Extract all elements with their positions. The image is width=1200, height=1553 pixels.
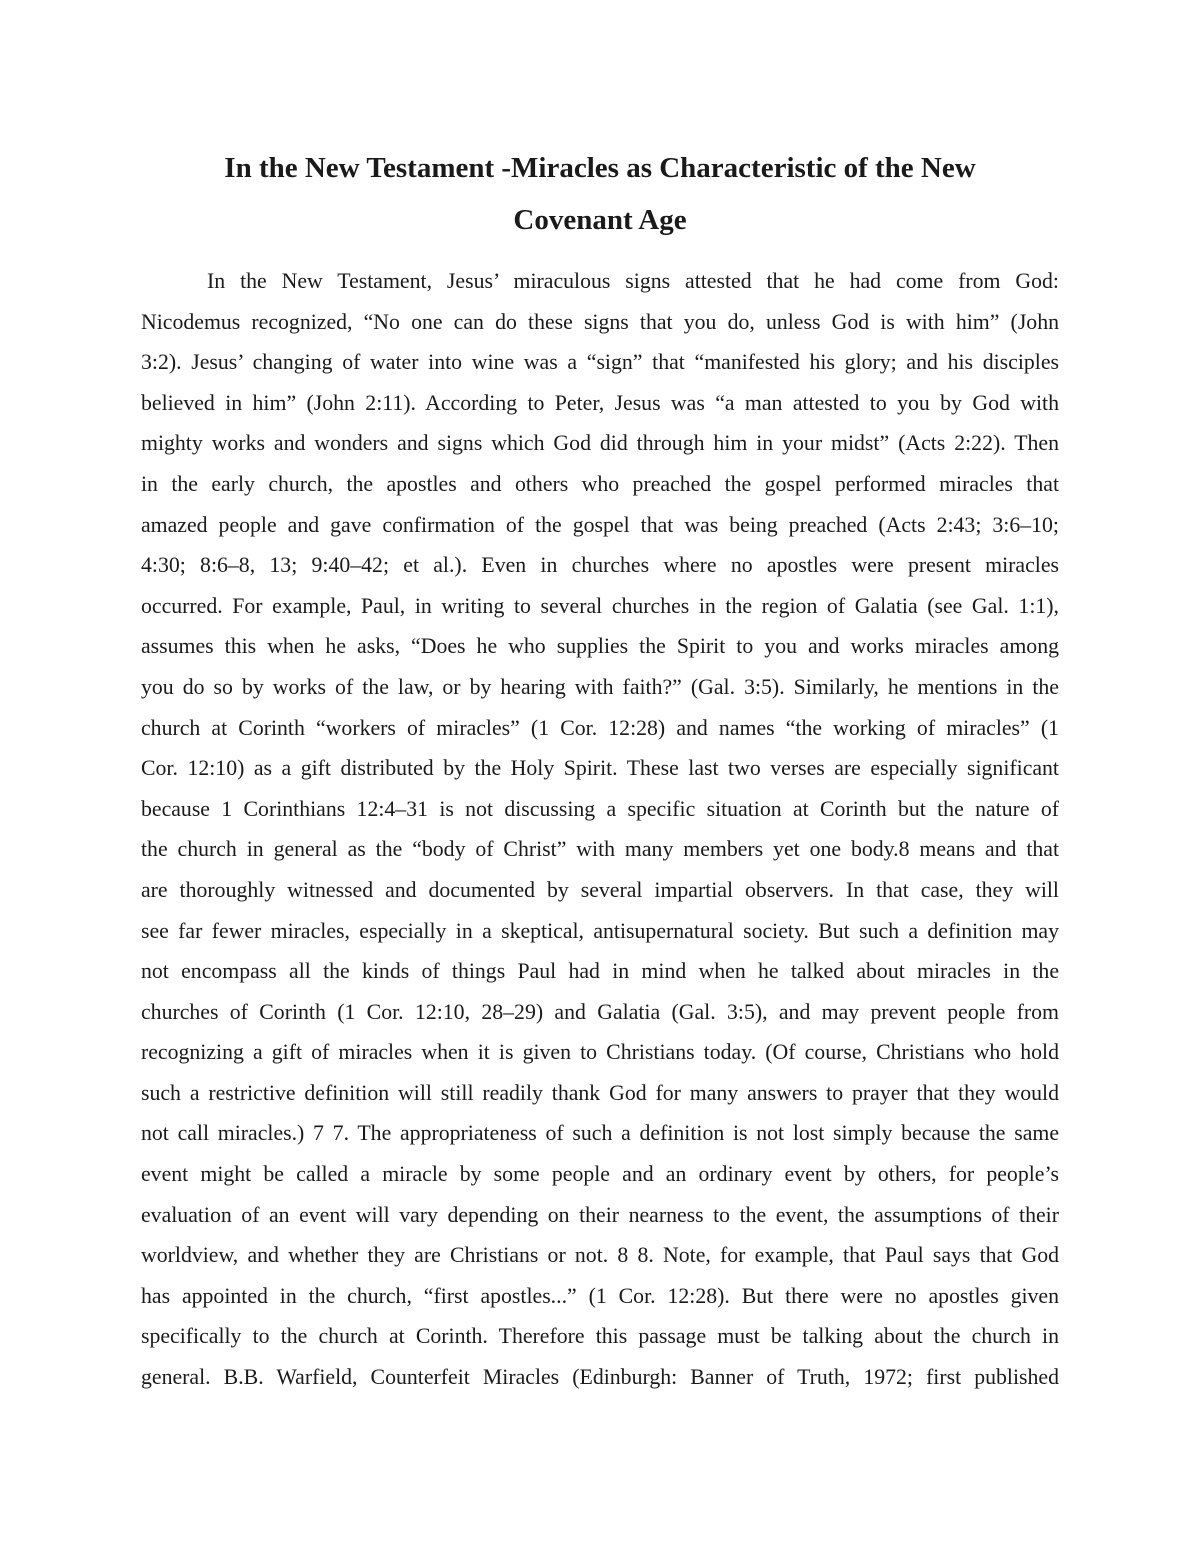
body-line-22: not call miracles.) 7 7. The appropriateness of such a definition is not lost simply because the same <box>141 1121 1059 1146</box>
title-line-1: In the New Testament -Miracles as Characteristic of the New <box>224 152 976 184</box>
body-line-11: you do so by works of the law, or by hearing with faith?” (Gal. 3:5). Similarly, he mentions in the <box>141 674 1059 699</box>
body-line-4: believed in him” (John 2:11). According to Peter, Jesus was “a man attested to you by God with <box>141 390 1059 415</box>
body-line-13: Cor. 12:10) as a gift distributed by the Holy Spirit. These last two verses are especially significant <box>141 756 1059 781</box>
body-line-15: the church in general as the “body of Christ” with many members yet one body.8 means and that <box>141 837 1059 862</box>
body-line-3: 3:2). Jesus’ changing of water into wine was a “sign” that “manifested his glory; and his disciples <box>141 350 1059 375</box>
body-line-28: general. B.B. Warfield, Counterfeit Miracles (Edinburgh: Banner of Truth, 1972; first published <box>141 1365 1059 1390</box>
body-line-8: 4:30; 8:6–8, 13; 9:40–42; et al.). Even in churches where no apostles were present miracles <box>141 553 1059 578</box>
body-line-20: recognizing a gift of miracles when it is given to Christians today. (Of course, Christians who hold <box>141 1040 1059 1065</box>
body-line-16: are thoroughly witnessed and documented by several impartial observers. In that case, they will <box>141 877 1059 902</box>
body-line-17: see far fewer miracles, especially in a skeptical, antisupernatural society. But such a definition may <box>141 918 1059 943</box>
body-line-23: event might be called a miracle by some people and an ordinary event by others, for people’s <box>141 1162 1059 1187</box>
title-line-2: Covenant Age <box>513 204 687 236</box>
body-line-10: assumes this when he asks, “Does he who supplies the Spirit to you and works miracles among <box>141 634 1059 659</box>
body-line-12: church at Corinth “workers of miracles” (1 Cor. 12:28) and names “the working of miracles” (1 <box>141 715 1059 740</box>
body-line-7: amazed people and gave confirmation of the gospel that was being preached (Acts 2:43; 3:6–10; <box>141 512 1059 537</box>
body-line-25: worldview, and whether they are Christians or not. 8 8. Note, for example, that Paul says that God <box>141 1243 1059 1268</box>
body-line-26: has appointed in the church, “first apostles...” (1 Cor. 12:28). But there were no apostles given <box>141 1283 1059 1308</box>
document-title <box>140 142 1060 246</box>
body-line-1: In the New Testament, Jesus’ miraculous signs attested that he had come from God: <box>207 269 1059 293</box>
body-line-19: churches of Corinth (1 Cor. 12:10, 28–29) and Galatia (Gal. 3:5), and may prevent people from <box>141 999 1059 1024</box>
body-line-14: because 1 Corinthians 12:4–31 is not discussing a specific situation at Corinth but the nature of <box>141 796 1059 821</box>
body-line-6: in the early church, the apostles and others who preached the gospel performed miracles that <box>141 471 1059 496</box>
body-line-21: such a restrictive definition will still readily thank God for many answers to prayer that they would <box>141 1080 1059 1105</box>
body-line-24: evaluation of an event will vary depending on their nearness to the event, the assumptions of their <box>141 1202 1059 1227</box>
body-paragraph <box>141 261 1059 1398</box>
body-line-5: mighty works and wonders and signs which God did through him in your midst” (Acts 2:22). Then <box>141 431 1059 456</box>
body-line-9: occurred. For example, Paul, in writing to several churches in the region of Galatia (see Gal. 1:1), <box>141 593 1059 618</box>
body-line-18: not encompass all the kinds of things Paul had in mind when he talked about miracles in the <box>141 959 1059 984</box>
body-line-2: Nicodemus recognized, “No one can do these signs that you do, unless God is with him” (John <box>141 309 1059 334</box>
body-line-27: specifically to the church at Corinth. Therefore this passage must be talking about the church in <box>141 1324 1059 1349</box>
